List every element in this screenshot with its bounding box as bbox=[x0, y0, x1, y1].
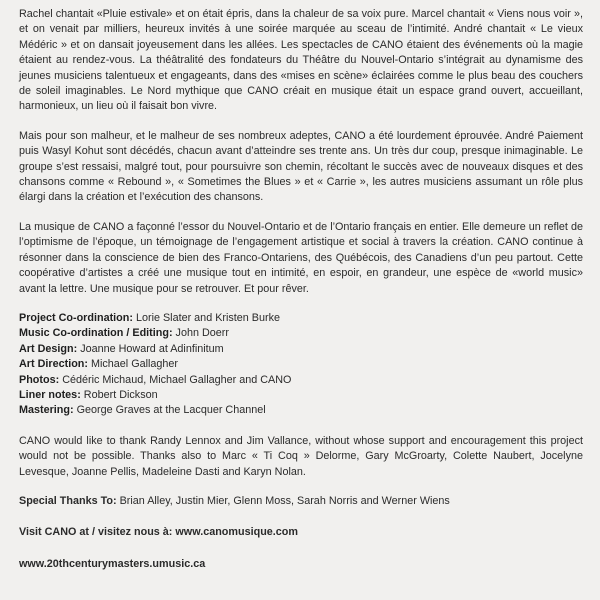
credit-music-coordination bbox=[19, 326, 583, 341]
credit-value: Robert Dickson bbox=[83, 388, 158, 401]
footer-url-link[interactable]: www.20thcenturymasters.umusic.ca bbox=[19, 557, 206, 570]
credit-label: Project Co-ordination: bbox=[19, 311, 133, 324]
credit-value: Michael Gallagher bbox=[90, 358, 179, 371]
credit-art-design bbox=[19, 342, 583, 357]
visit-line bbox=[19, 525, 583, 540]
special-thanks bbox=[19, 494, 583, 509]
credit-value: George Graves at the Lacquer Channel bbox=[76, 404, 266, 417]
credit-liner-notes bbox=[19, 388, 583, 403]
credit-label: Art Design: bbox=[19, 342, 78, 355]
credits-list bbox=[19, 311, 583, 419]
paragraph-3: La musique de CANO a façonné l’essor du Nouvel-Ontario et de l’Ontario français en entier. Elle demeure un reflet de l’optimisme de l’époque, un témoignage de l’engagement artistique et social à travers la création. CANO continue à résonner dans la conscience de bien des Franco-Ontariens, des Québécois, des Canadiens d’un peu partout. Cette coopérative d’artistes a créé une musique tout en intimité, en espoir, en grandeur, une espèce de «world music» avant la lettre. Une musique pour se retrouver. Et pour rêver. bbox=[19, 220, 583, 295]
paragraph-1: Rachel chantait «Pluie estivale» et on était épris, dans la chaleur de sa voix pure. Marcel chantait « Viens nous voir », et on venait par milliers, heureux invités à une soirée marquée au sceau de l’intimité. André chantait « Le vieux Médéric » et on dansait joyeusement dans les allées. Les spectacles de CANO étaient des événements où la magie étaient au rendez-vous. La théâtralité des fondateurs du Théâtre du Nouvel-Ontario s’intégrait au dynamisme des jeunes musiciens talentueux et engageants, dans des «mises en scène» éclairées comme le plus beau des couchers de soleil imaginables. Le Nord mythique que CANO créait en musique était un espace grand ouvert, accueillant, harmonieux, un lieu où il faisait bon vivre. bbox=[19, 8, 583, 113]
credit-label: Liner notes: bbox=[19, 388, 81, 401]
special-thanks-names: Brian Alley, Justin Mier, Glenn Moss, Sarah Norris and Werner Wiens bbox=[119, 494, 450, 507]
special-thanks-label: Special Thanks To: bbox=[19, 494, 117, 507]
credit-label: Photos: bbox=[19, 373, 60, 386]
visit-url-link[interactable]: www.canomusique.com bbox=[175, 526, 298, 539]
credit-value: Lorie Slater and Kristen Burke bbox=[135, 311, 281, 324]
credit-label: Mastering: bbox=[19, 404, 74, 417]
credit-value: Cédéric Michaud, Michael Gallagher and CANO bbox=[62, 373, 292, 386]
paragraph-2: Mais pour son malheur, et le malheur de ses nombreux adeptes, CANO a été lourdement éprouvée. André Paiement puis Wasyl Kohut sont décédés, chacun avant d’atteindre ses trente ans. Un très dur coup, presque inimaginable. Le groupe s’est ressaisi, malgré tout, pour poursuivre son chemin, récoltant le succès avec de nouveaux disques et des chansons comme « Rebound », « Sometimes the Blues » et « Carrie », les autres musiciens assumant un rôle plus élargi dans la création et l’exécution des chansons. bbox=[19, 129, 583, 204]
credit-label: Music Co-ordination / Editing: bbox=[19, 327, 173, 340]
credit-art-direction bbox=[19, 357, 583, 372]
credit-project-coordination bbox=[19, 311, 583, 326]
credit-label: Art Direction: bbox=[19, 358, 88, 371]
credit-mastering bbox=[19, 403, 583, 418]
credit-value: John Doerr bbox=[175, 327, 229, 340]
credit-photos bbox=[19, 373, 583, 388]
acknowledgement-paragraph: CANO would like to thank Randy Lennox and Jim Vallance, without whose support and encouragement this project would not be possible. Thanks also to Marc « Ti Coq » Delorme, Gary McGroarty, Colette Naubert, Jocelyne Levesque, Joanne Pellis, Madeleine Dasti and Karyn Nolan. bbox=[19, 434, 583, 478]
credit-value: Joanne Howard at Adinfinitum bbox=[80, 342, 224, 355]
visit-label: Visit CANO at / visitez nous à: bbox=[19, 526, 173, 539]
